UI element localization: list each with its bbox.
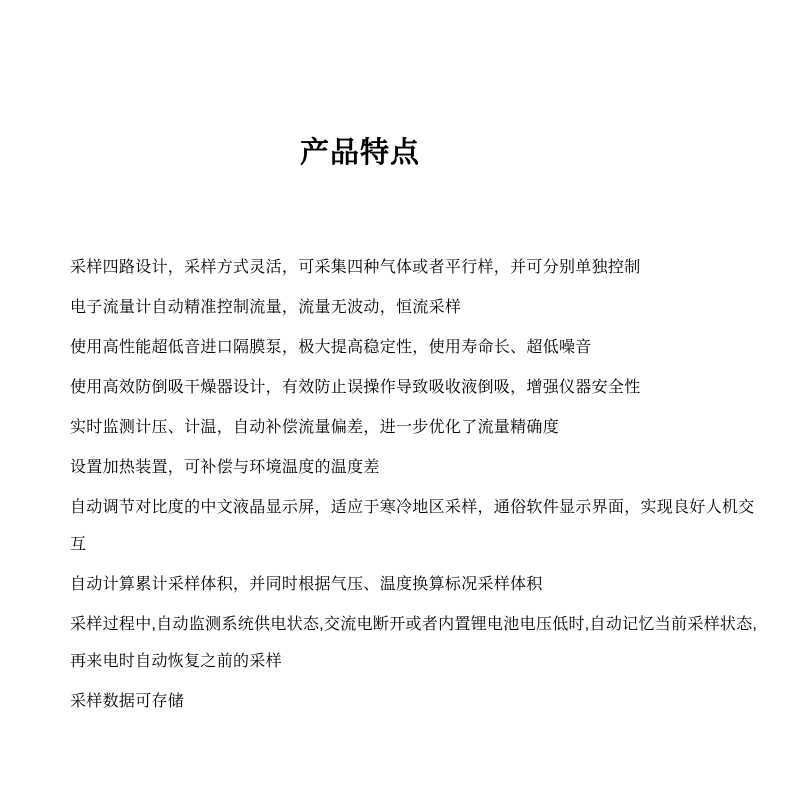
feature-item: 采样过程中,自动监测系统供电状态,交流电断开或者内置锂电池电压低时,自动记忆当前采样状态,再来电时自动恢复之前的采样 bbox=[70, 616, 758, 670]
feature-item: 设置加热装置，可补偿与环境温度的温度差 bbox=[70, 459, 380, 476]
feature-list bbox=[0, 249, 800, 720]
feature-item: 使用高性能超低音进口隔膜泵，极大提高稳定性，使用寿命长、超低噪音 bbox=[70, 339, 592, 356]
page-title: 产品特点 bbox=[299, 137, 420, 169]
feature-item: 自动调节对比度的中文液晶显示屏，适应于寒冷地区采样，通俗软件显示界面，实现良好人机交互 bbox=[70, 499, 755, 553]
feature-item: 使用高效防倒吸干燥器设计，有效防止误操作导致吸收液倒吸，增强仪器安全性 bbox=[70, 379, 641, 396]
feature-item: 电子流量计自动精准控制流量，流量无波动，恒流采样 bbox=[70, 299, 462, 316]
feature-item: 采样四路设计，采样方式灵活，可采集四种气体或者平行样，并可分别单独控制 bbox=[70, 259, 641, 276]
feature-item: 实时监测计压、计温，自动补偿流量偏差，进一步优化了流量精确度 bbox=[70, 419, 560, 436]
title-section bbox=[0, 136, 720, 171]
feature-item: 自动计算累计采样体积，并同时根据气压、温度换算标况采样体积 bbox=[70, 576, 543, 593]
feature-item: 采样数据可存储 bbox=[70, 693, 185, 710]
